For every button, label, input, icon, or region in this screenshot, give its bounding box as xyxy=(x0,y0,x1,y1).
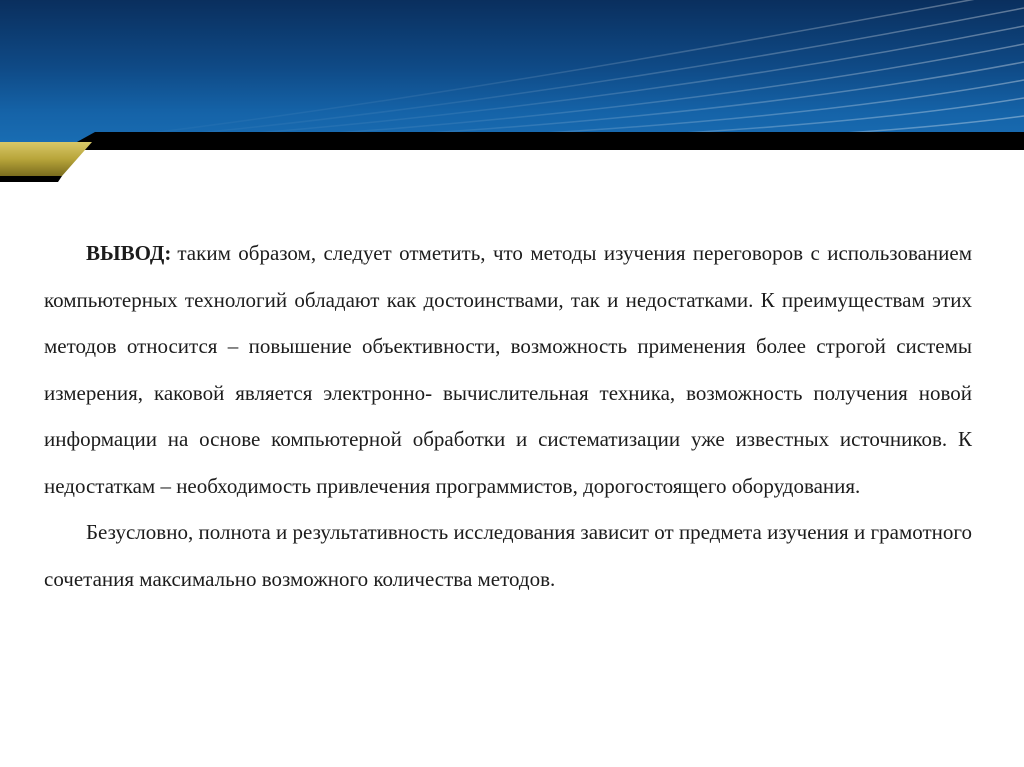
gold-accent-shape xyxy=(0,142,92,176)
summary-paragraph: Безусловно, полнота и результативность исследования зависит от предмета изучения и грамотного сочетания максимально возможного количества методов. xyxy=(44,520,972,591)
header-band xyxy=(0,0,1024,150)
slide-body xyxy=(44,230,972,602)
conclusion-text: таким образом, следует отметить, что методы изучения переговоров с использованием компьютерных технологий обладают как достоинствами, так и недостатками. К преимуществам этих методов относится – повышение объективности, возможность применения более строгой системы измерения, каковой является электронно- вычислительная техника, возможность получения новой информации на основе компьютерной обработки и систематизации уже известных источников. К недостаткам – необходимость привлечения программистов, дорогостоящего оборудования. xyxy=(44,241,972,498)
conclusion-lead: ВЫВОД: xyxy=(86,241,172,265)
header-divider-bar xyxy=(0,132,1024,182)
black-accent-bar xyxy=(0,132,1024,182)
conclusion-paragraph xyxy=(44,230,972,509)
header-swoosh-lines xyxy=(0,0,1024,150)
